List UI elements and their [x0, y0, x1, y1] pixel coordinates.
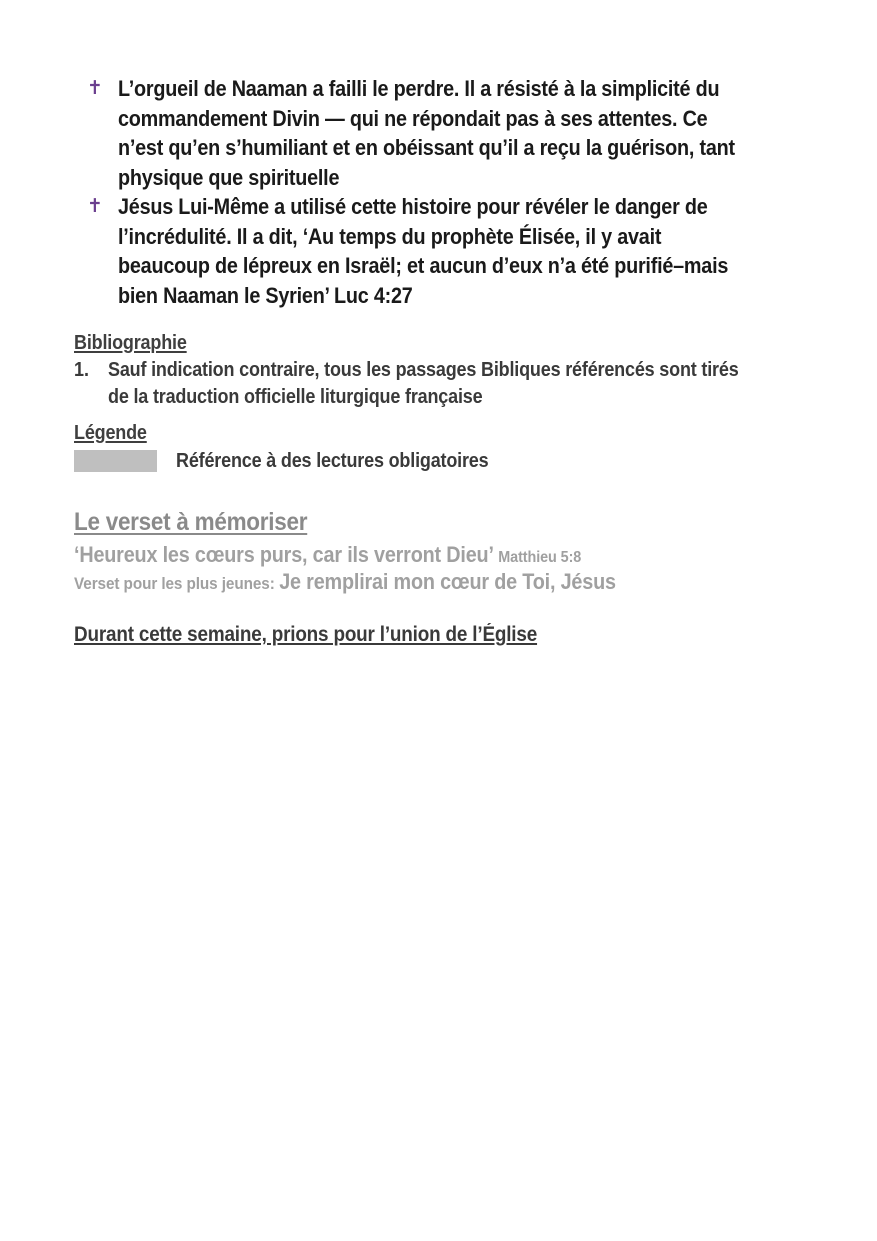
teaching-points-list [74, 74, 804, 310]
legend-color-swatch [74, 450, 157, 472]
memory-verse-text: ‘Heureux les cœurs purs, car ils verront Dieu’ [74, 542, 494, 567]
teaching-point-text: L’orgueil de Naaman a failli le perdre. Il a résisté à la simplicité du commandement Divin — qui ne répondait pas à ses attentes. Ce n’est qu’en s’humiliant et en obéissant qu’il a reçu la guérison, tant physique que spirituelle [118, 76, 735, 190]
younger-verse-text: Je remplirai mon cœur de Toi, Jésus [279, 569, 616, 594]
bibliography-item-number: 1. [74, 359, 90, 381]
bibliography-heading: Bibliographie [74, 332, 187, 354]
cross-icon: ✝ [87, 195, 103, 217]
younger-verse-prefix: Verset pour les plus jeunes: [74, 574, 275, 593]
memory-verse-reference: Matthieu 5:8 [498, 549, 582, 566]
bibliography-item-text: Sauf indication contraire, tous les passages Bibliques référencés sont tirés de la traduction officielle liturgique française [108, 359, 739, 408]
closing-prayer-line: Durant cette semaine, prions pour l’union de l’Église [74, 623, 538, 646]
teaching-point-text: Jésus Lui-Même a utilisé cette histoire pour révéler le danger de l’incrédulité. Il a dit, ‘Au temps du prophète Élisée, il y avait beaucoup de lépreux en Israël; et aucun d’eux n’a été purifié–mais bien Naaman le Syrien’ Luc 4:27 [118, 194, 729, 308]
younger-verse-line [74, 568, 616, 598]
legend-row [74, 448, 674, 474]
memory-verse-heading: Le verset à mémoriser [74, 508, 308, 536]
bibliography-item [74, 357, 814, 410]
list-item [74, 74, 804, 192]
list-item [74, 192, 804, 310]
legend-heading: Légende [74, 422, 147, 444]
cross-icon: ✝ [87, 77, 103, 99]
legend-label: Référence à des lectures obligatoires [176, 450, 489, 472]
